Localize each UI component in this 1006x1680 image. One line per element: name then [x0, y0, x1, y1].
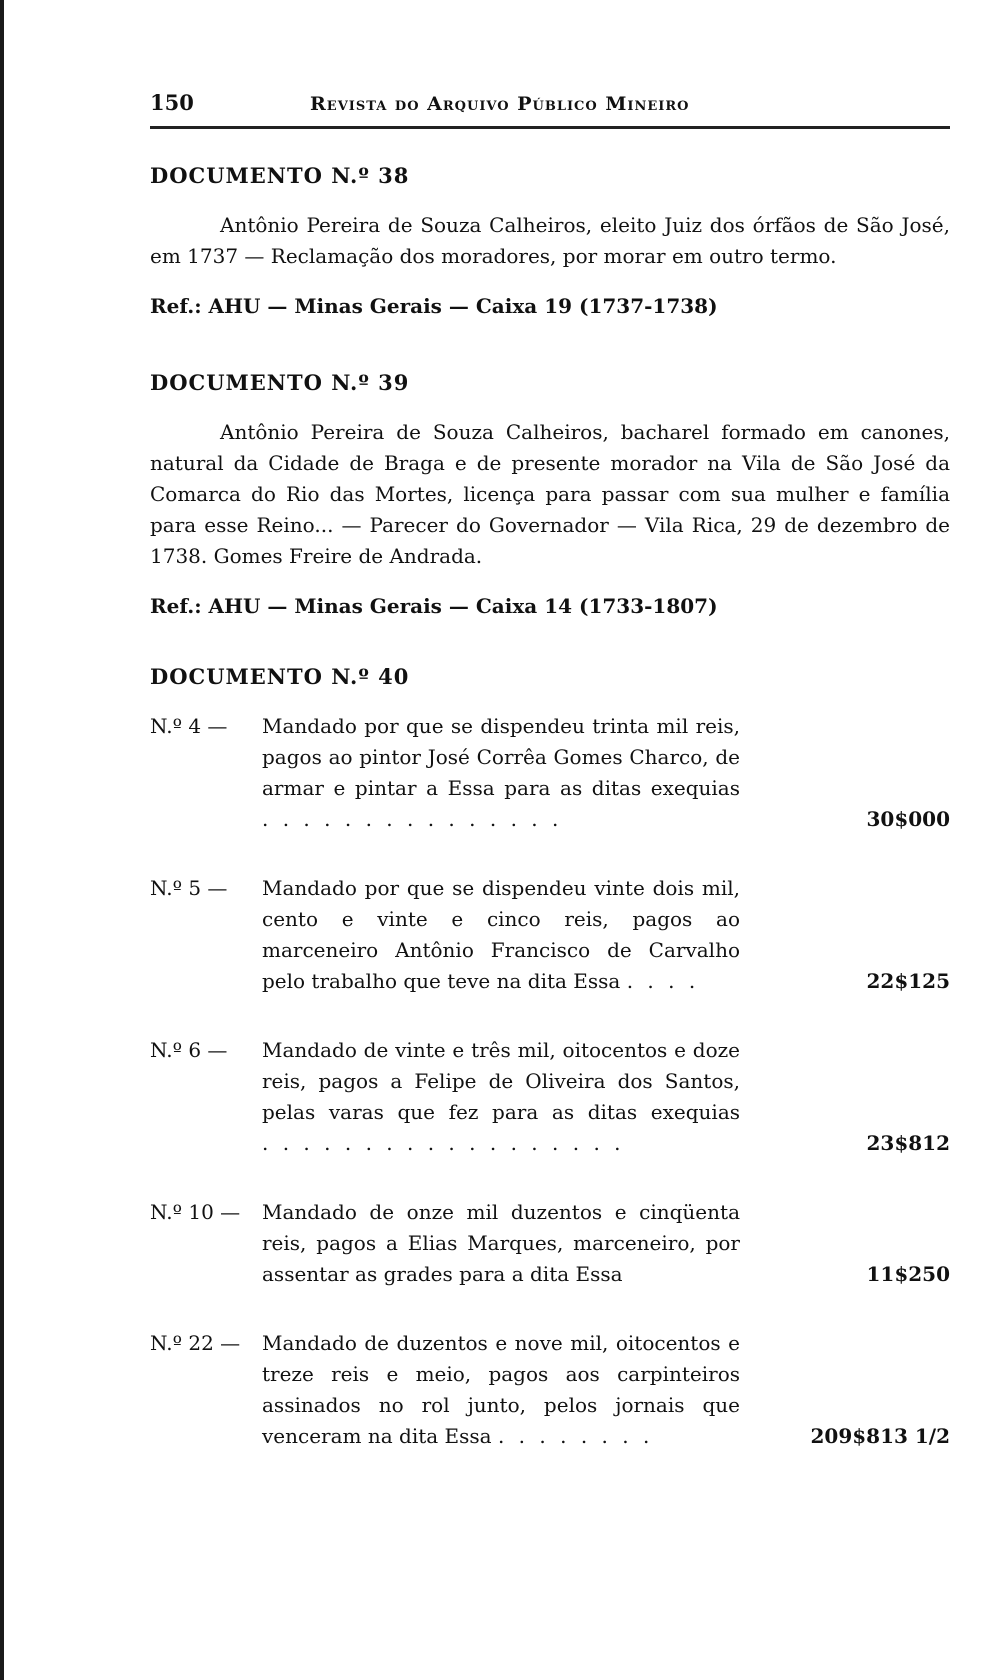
running-header: [150, 90, 950, 122]
entry-leader-dots: . . . .: [626, 969, 700, 993]
entry-leader-dots: . . . . . . . . . . . . . . .: [262, 807, 563, 831]
entry-description: [262, 1197, 740, 1290]
page: [150, 90, 950, 1490]
document-38: [150, 163, 950, 318]
entry-number: N.º 22 —: [150, 1331, 241, 1355]
entry-number: N.º 4 —: [150, 714, 228, 738]
document-reference: Ref.: AHU — Minas Gerais — Caixa 19 (1737-1738): [150, 294, 718, 318]
payment-entries: [150, 711, 950, 1452]
list-item: [150, 711, 950, 835]
entry-leader-dots: . . . . . . . . . . . . . . . . . .: [262, 1131, 625, 1155]
document-40: [150, 664, 950, 1452]
entry-text: Mandado de onze mil duzentos e cinqüenta reis, pagos a Elias Marques, marceneiro, por assentar as grades para a dita Essa: [262, 1200, 740, 1286]
entry-text: Mandado de duzentos e nove mil, oitocentos e treze reis e meio, pagos aos carpinteiros assinados no rol junto, pelos jornais que venceram na dita Essa: [262, 1331, 740, 1448]
list-item: [150, 1328, 950, 1452]
entry-leader-dots: . . . . . . . .: [497, 1424, 654, 1448]
entry-text: Mandado por que se dispendeu vinte dois mil, cento e vinte e cinco reis, pagos ao marceneiro Antônio Francisco de Carvalho pelo trabalho que teve na dita Essa: [262, 876, 740, 993]
entry-description: [262, 711, 740, 835]
entry-description: [262, 1035, 740, 1159]
document-heading: DOCUMENTO N.º 40: [150, 664, 410, 689]
running-head-title: Revista do Arquivo Público Mineiro: [310, 93, 690, 115]
entry-number: N.º 6 —: [150, 1038, 228, 1062]
list-item: [150, 1035, 950, 1159]
entry-description: [262, 873, 740, 997]
entry-number: N.º 5 —: [150, 876, 228, 900]
document-heading: DOCUMENTO N.º 38: [150, 163, 410, 188]
entry-amount: 209$813 1/2: [810, 1424, 950, 1448]
list-item: [150, 1197, 950, 1290]
document-heading: DOCUMENTO N.º 39: [150, 370, 410, 395]
entry-amount: 23$812: [866, 1131, 950, 1155]
document-reference: Ref.: AHU — Minas Gerais — Caixa 14 (1733-1807): [150, 594, 718, 618]
entry-text: Mandado de vinte e três mil, oitocentos e doze reis, pagos a Felipe de Oliveira dos Santos, pelas varas que fez para as ditas exequias: [262, 1038, 740, 1124]
document-body: Antônio Pereira de Souza Calheiros, eleito Juiz dos órfãos de São José, em 1737 — Reclamação dos moradores, por morar em outro termo.: [150, 213, 950, 268]
list-item: [150, 873, 950, 997]
entry-amount: 11$250: [866, 1262, 950, 1286]
entry-amount: 22$125: [866, 969, 950, 993]
page-number: 150: [150, 90, 194, 115]
entry-amount: 30$000: [866, 807, 950, 831]
entry-number: N.º 10 —: [150, 1200, 241, 1224]
document-body: Antônio Pereira de Souza Calheiros, bacharel formado em canones, natural da Cidade de Braga e de presente morador na Vila de São José da Comarca do Rio das Mortes, licença para passar com sua mulher e família para esse Reino... — Parecer do Governador — Vila Rica, 29 de dezembro de 1738. Gomes Freire de Andrada.: [150, 420, 950, 568]
page-edge-rule: [0, 0, 4, 1680]
document-39: [150, 370, 950, 618]
entry-description: [262, 1328, 740, 1452]
header-rule: [150, 126, 950, 129]
entry-text: Mandado por que se dispendeu trinta mil reis, pagos ao pintor José Corrêa Gomes Charco, de armar e pintar a Essa para as ditas exequias: [262, 714, 740, 800]
